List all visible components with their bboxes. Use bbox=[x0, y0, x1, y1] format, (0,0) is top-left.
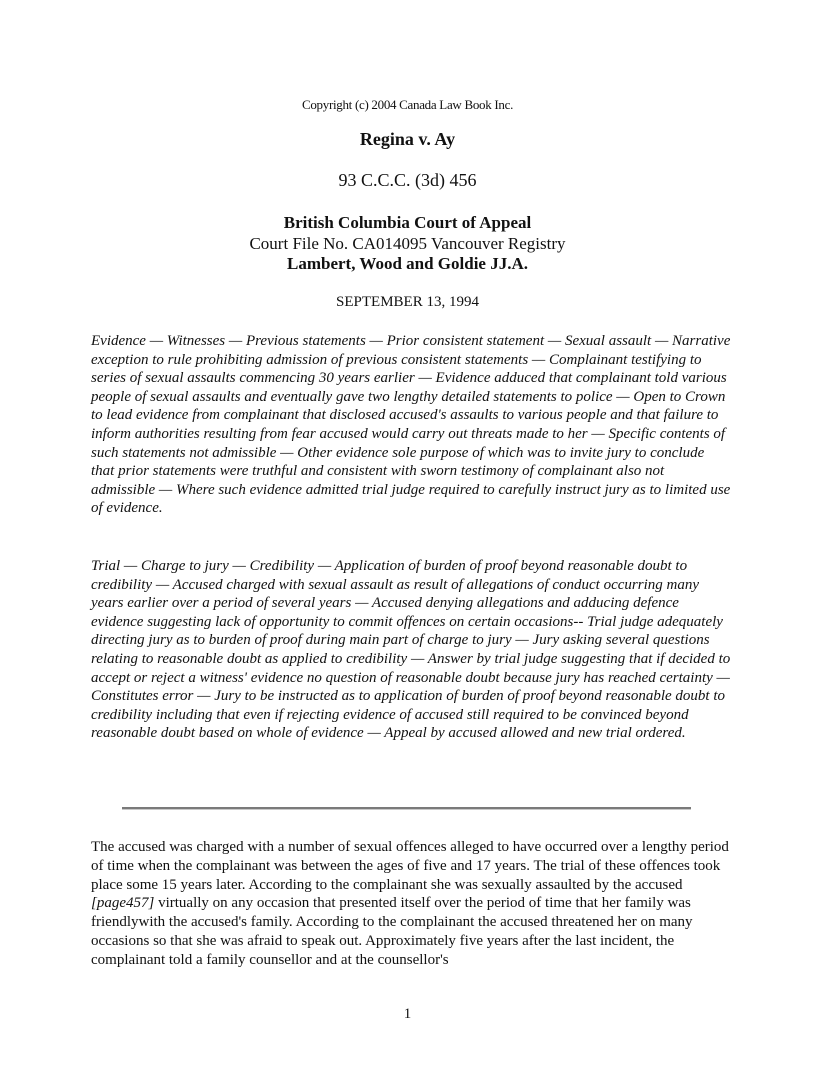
judges: Lambert, Wood and Goldie JJ.A. bbox=[286, 254, 529, 273]
headnote-trial: Trial — Charge to jury — Credibility — Application of burden of proof beyond reasonable doubt to credibility — Accused charged with sexual assault as result of allegations of conduct occurring many years earlier over a period of several years — Accused denying allegations and adducing defence evidence suggesting lack of opportunity to commit offences on certain occasions-- Trial judge adequately directing jury as to burden of proof during main part of charge to jury — Jury asking several questions relating to reasonable doubt as applied to credibility — Answer by trial judge suggesting that if decided to accept or reject a witness' evidence no question of reasonable doubt because jury has reached certainty — Constitutes error — Jury to be instructed as to application of burden of proof beyond reasonable doubt to credibility including that even if rejecting evidence of accused still required to be convinced beyond reasonable doubt based on whole of evidence — Appeal by accused allowed and new trial ordered. bbox=[91, 558, 731, 742]
court-file-number: Court File No. CA014095 Vancouver Registry bbox=[249, 234, 566, 253]
page-reference: [page457] bbox=[91, 895, 155, 912]
body-text-end: virtually on any occasion that presented itself over the period of time that her family was friendlywith the accused's family. According to the complainant the accused threatened her on many occasions so that she was afraid to speak out. Approximately five years after the last incident, the complainant told a family counsellor and at the counsellor's bbox=[91, 895, 693, 968]
case-citation: 93 C.C.C. (3d) 456 bbox=[338, 170, 477, 190]
page-number: 1 bbox=[403, 1006, 412, 1022]
body-paragraph bbox=[91, 838, 731, 970]
decision-date: SEPTEMBER 13, 1994 bbox=[336, 294, 479, 310]
court-name: British Columbia Court of Appeal bbox=[283, 213, 532, 232]
horizontal-divider bbox=[122, 807, 691, 810]
headnote-evidence: Evidence — Witnesses — Previous statements — Prior consistent statement — Sexual assault — Narrative exception to rule prohibiting admission of previous consistent statements — Complainant testifying to series of sexual assaults commencing 30 years earlier — Evidence adduced that complainant told various people of sexual assaults and eventually gave two lengthy detailed statements to police — Open to Crown to lead evidence from complainant that disclosed accused's assaults to various people and that failure to inform authorities resulting from fear accused would carry out threats made to her — Specific contents of such statements not admissible — Other evidence sole purpose of which was to invite jury to conclude that prior statements were truthful and consistent with sworn testimony of complainant also not admissible — Where such evidence admitted trial judge required to carefully instruct jury as to limited use of evidence. bbox=[91, 333, 731, 517]
copyright-notice: Copyright (c) 2004 Canada Law Book Inc. bbox=[301, 97, 514, 112]
body-text-start: The accused was charged with a number of sexual offences alleged to have occurred over a lengthy period of time when the complainant was between the ages of five and 17 years. The trial of these offences took place some 15 years later. According to the complainant she was sexually assaulted by the accused bbox=[91, 839, 729, 893]
case-title: Regina v. Ay bbox=[359, 129, 456, 149]
